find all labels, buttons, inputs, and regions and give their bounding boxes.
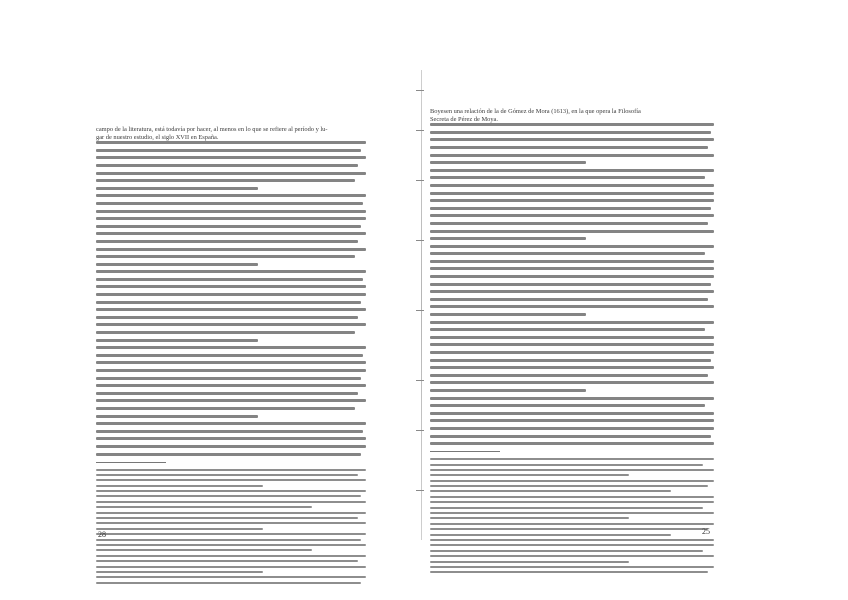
text-line <box>96 164 358 167</box>
text-line <box>96 255 355 258</box>
text-line <box>430 305 714 308</box>
text-line <box>96 453 361 456</box>
gutter-mark <box>416 180 424 181</box>
footnote-line <box>430 550 703 552</box>
text-line <box>96 225 361 228</box>
text-line <box>430 176 705 179</box>
text-line <box>430 237 586 240</box>
footnote-line <box>430 528 708 530</box>
text-line <box>430 207 711 210</box>
text-line <box>430 442 714 445</box>
text-line <box>96 210 366 213</box>
text-line <box>430 427 714 430</box>
footnote-line <box>96 533 366 535</box>
text-line <box>96 437 366 440</box>
text-line <box>96 202 363 205</box>
text-line <box>430 192 714 195</box>
footnote-line <box>96 474 358 476</box>
footnote-line <box>430 544 714 546</box>
text-line <box>430 290 714 293</box>
text-line <box>96 172 366 175</box>
text-line <box>96 141 366 144</box>
footnote-line <box>96 539 361 541</box>
gutter-mark <box>416 130 424 131</box>
footnote-line <box>96 485 263 487</box>
footnote-line <box>430 496 714 498</box>
text-line <box>96 263 258 266</box>
gutter-mark <box>416 490 424 491</box>
text-line <box>96 377 361 380</box>
text-line <box>430 321 714 324</box>
footnote-line <box>430 566 714 568</box>
right-page-number: 25 <box>702 527 710 536</box>
text-line <box>96 415 258 418</box>
text-line <box>430 123 714 126</box>
text-line <box>96 156 366 159</box>
text-line <box>430 435 711 438</box>
text-line <box>430 245 714 248</box>
text-line <box>430 397 714 400</box>
text-line <box>96 149 361 152</box>
text-line <box>430 146 708 149</box>
text-line <box>430 131 711 134</box>
text-line <box>96 422 366 425</box>
text-line <box>96 240 358 243</box>
footnote-line <box>96 495 361 497</box>
text-line <box>96 270 366 273</box>
text-line <box>430 298 708 301</box>
footnote-line <box>96 571 263 573</box>
gutter-mark <box>416 380 424 381</box>
text-line <box>96 369 366 372</box>
footnote-line <box>96 528 263 530</box>
text-line <box>96 248 366 251</box>
text-line <box>96 187 258 190</box>
footnote-line <box>96 566 366 568</box>
footnote-line <box>430 523 714 525</box>
footnote-line <box>96 560 358 562</box>
footnote-line <box>430 464 703 466</box>
text-line <box>430 230 714 233</box>
text-line <box>96 308 366 311</box>
text-line <box>96 232 366 235</box>
text-line <box>430 389 586 392</box>
right-second-line: Secreta de Pérez de Moya. <box>430 115 498 123</box>
text-line <box>430 260 714 263</box>
right-first-line: Boyesen una relación de la de Gómez de Mora (1613), en la que opera la Filosofía <box>430 108 641 115</box>
text-line <box>96 354 363 357</box>
right-body-text <box>430 108 714 577</box>
footnote-line <box>96 506 312 508</box>
footnote-line <box>96 582 361 584</box>
footnote-line <box>430 507 703 509</box>
text-line <box>96 316 358 319</box>
text-line <box>96 293 366 296</box>
left-page <box>20 0 420 600</box>
text-line <box>430 169 714 172</box>
footnote-line <box>96 469 366 471</box>
text-line <box>430 374 708 377</box>
text-line <box>96 323 366 326</box>
text-line <box>430 222 708 225</box>
text-line <box>430 412 714 415</box>
text-line <box>96 217 366 220</box>
footnote-line <box>430 485 708 487</box>
text-line <box>96 361 366 364</box>
footnote-line <box>96 522 366 524</box>
text-line <box>96 346 366 349</box>
footnote-line <box>96 549 312 551</box>
text-line <box>96 407 355 410</box>
footnote-line <box>96 517 358 519</box>
text-line <box>96 399 366 402</box>
text-line <box>96 384 366 387</box>
text-line <box>430 252 705 255</box>
text-line <box>430 275 714 278</box>
text-line <box>430 343 714 346</box>
text-line <box>430 313 586 316</box>
footnote-line <box>430 561 629 563</box>
footnote-line <box>96 512 366 514</box>
text-line <box>96 301 361 304</box>
text-line <box>430 161 586 164</box>
left-body-text <box>96 126 366 587</box>
footnote-line <box>430 571 708 573</box>
footnote-line <box>430 539 714 541</box>
text-line <box>430 381 714 384</box>
text-line <box>96 392 358 395</box>
footnote-line <box>96 479 366 481</box>
footnote-line <box>96 555 366 557</box>
footnote-line <box>96 544 366 546</box>
left-second-line: gar de nuestro estudio, el siglo XVII en España. <box>96 133 219 141</box>
footnote-line <box>430 534 671 536</box>
gutter-mark <box>416 90 424 91</box>
footnote-line <box>96 490 366 492</box>
gutter-mark <box>416 240 424 241</box>
text-line <box>430 199 714 202</box>
text-line <box>430 267 714 270</box>
left-page-number: 28 <box>98 530 106 539</box>
text-line <box>430 404 705 407</box>
footnote-line <box>430 474 629 476</box>
footnote-line <box>430 501 714 503</box>
text-line <box>96 331 355 334</box>
footnote-line <box>430 517 629 519</box>
footnote-line <box>430 512 714 514</box>
text-line <box>96 339 258 342</box>
text-line <box>96 194 366 197</box>
footnote-line <box>430 469 714 471</box>
left-first-line: campo de la literatura, está todavía por hacer, al menos en lo que se refiere al período y lu- <box>96 126 328 133</box>
text-line <box>96 445 366 448</box>
text-line <box>430 283 711 286</box>
gutter-mark <box>416 430 424 431</box>
footnote-line <box>430 555 714 557</box>
text-line <box>96 179 355 182</box>
footnote-line <box>430 458 714 460</box>
footnote-line <box>96 501 366 503</box>
gutter-mark <box>416 310 424 311</box>
footnote-line <box>96 576 366 578</box>
footnote-line <box>430 480 714 482</box>
text-line <box>430 359 711 362</box>
right-page <box>424 0 824 600</box>
text-line <box>430 351 714 354</box>
text-line <box>430 366 714 369</box>
text-line <box>96 285 366 288</box>
text-line <box>430 328 705 331</box>
text-line <box>430 336 714 339</box>
text-line <box>96 430 363 433</box>
text-line <box>430 154 714 157</box>
text-line <box>430 214 714 217</box>
text-line <box>96 278 363 281</box>
footnote-line <box>430 490 671 492</box>
text-line <box>430 138 714 141</box>
text-line <box>430 184 714 187</box>
text-line <box>430 419 714 422</box>
